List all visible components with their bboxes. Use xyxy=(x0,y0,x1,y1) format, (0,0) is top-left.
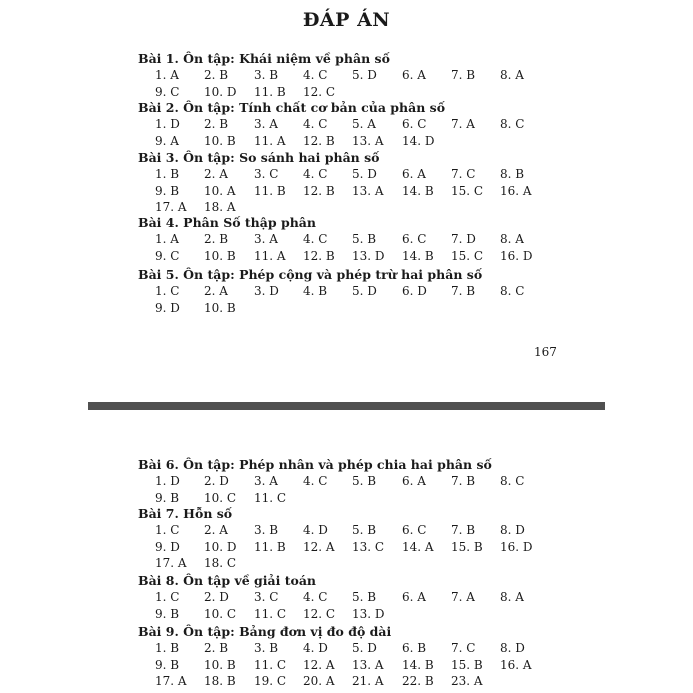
answer-item: 7. B xyxy=(451,284,476,298)
answer-item: 7. B xyxy=(451,523,476,537)
answer-row xyxy=(138,283,558,300)
answer-item: 7. B xyxy=(451,474,476,488)
answer-item: 9. C xyxy=(155,84,180,99)
answer-row xyxy=(138,248,558,265)
answer-item: 13. A xyxy=(352,183,384,198)
answer-row xyxy=(138,490,558,507)
answer-item: 10. D xyxy=(204,84,237,99)
answer-item: 4. C xyxy=(303,232,328,246)
section-bai-3 xyxy=(138,150,558,216)
answer-item: 11. B xyxy=(254,183,286,198)
answer-item: 15. B xyxy=(451,539,483,554)
answer-item: 21. A xyxy=(352,674,384,688)
answer-item: 1. C xyxy=(155,590,180,604)
answer-item: 14. B xyxy=(402,183,434,198)
section-title: Bài 7. Hỗn số xyxy=(138,506,233,521)
answer-item: 7. D xyxy=(451,232,476,246)
answer-item: 12. B xyxy=(303,133,335,148)
answer-item: 13. C xyxy=(352,539,385,554)
answer-item: 6. A xyxy=(402,590,426,604)
answer-item: 8. A xyxy=(500,232,524,246)
section-title: Bài 2. Ôn tập: Tính chất cơ bản của phân số xyxy=(138,100,446,115)
answer-item: 11. B xyxy=(254,539,286,554)
answer-item: 9. B xyxy=(155,183,180,198)
answer-item: 4. C xyxy=(303,474,328,488)
answer-item: 1. A xyxy=(155,232,179,246)
answer-item: 12. A xyxy=(303,657,335,672)
answer-item: 13. D xyxy=(352,606,385,621)
answer-item: 23. A xyxy=(451,674,483,688)
answer-item: 9. D xyxy=(155,539,180,554)
answer-item: 5. B xyxy=(352,590,377,604)
section-bai-8 xyxy=(138,573,558,622)
answer-item: 2. A xyxy=(204,523,228,537)
answer-item: 10. C xyxy=(204,606,237,621)
answer-row xyxy=(138,673,558,690)
answer-item: 6. D xyxy=(402,284,427,298)
answer-item: 11. C xyxy=(254,490,287,505)
answer-item: 17. A xyxy=(155,556,187,570)
answer-item: 8. D xyxy=(500,523,525,537)
answer-item: 11. C xyxy=(254,606,287,621)
section-title: Bài 4. Phân Số thập phân xyxy=(138,215,316,230)
answer-item: 16. A xyxy=(500,657,532,672)
answer-item: 8. A xyxy=(500,68,524,82)
answer-item: 7. C xyxy=(451,167,476,181)
answer-item: 2. D xyxy=(204,474,229,488)
answer-item: 3. A xyxy=(254,232,278,246)
answer-item: 5. B xyxy=(352,232,377,246)
answer-item: 7. C xyxy=(451,641,476,655)
answer-item: 6. C xyxy=(402,523,427,537)
answer-row xyxy=(138,657,558,674)
section-title: Bài 6. Ôn tập: Phép nhân và phép chia hai phân số xyxy=(138,457,492,472)
answer-item: 8. C xyxy=(500,117,525,131)
answer-item: 9. B xyxy=(155,657,180,672)
answer-item: 17. A xyxy=(155,200,187,214)
answer-item: 4. C xyxy=(303,590,328,604)
section-bai-4 xyxy=(138,215,558,264)
answer-item: 5. D xyxy=(352,167,377,181)
answer-item: 1. B xyxy=(155,167,180,181)
answer-row xyxy=(138,183,558,200)
answer-item: 8. D xyxy=(500,641,525,655)
answer-item: 14. D xyxy=(402,133,435,148)
answer-item: 2. A xyxy=(204,167,228,181)
answer-item: 20. A xyxy=(303,674,335,688)
answer-item: 4. C xyxy=(303,68,328,82)
answer-item: 6. B xyxy=(402,641,427,655)
answer-item: 3. C xyxy=(254,167,279,181)
answer-item: 4. D xyxy=(303,641,328,655)
answer-item: 14. A xyxy=(402,539,434,554)
answer-row xyxy=(138,640,558,657)
answer-item: 7. A xyxy=(451,590,475,604)
section-title: Bài 1. Ôn tập: Khái niệm về phân số xyxy=(138,51,390,66)
answer-item: 12. C xyxy=(303,84,336,99)
answer-item: 1. D xyxy=(155,474,180,488)
answer-item: 15. C xyxy=(451,248,484,263)
answer-item: 7. A xyxy=(451,117,475,131)
answer-item: 5. D xyxy=(352,284,377,298)
answer-row xyxy=(138,522,558,539)
answer-item: 9. C xyxy=(155,248,180,263)
answer-item: 18. B xyxy=(204,674,236,688)
answer-row xyxy=(138,606,558,623)
answer-item: 5. B xyxy=(352,523,377,537)
answer-item: 6. A xyxy=(402,167,426,181)
answer-item: 13. A xyxy=(352,133,384,148)
answer-row xyxy=(138,589,558,606)
answer-item: 11. A xyxy=(254,133,286,148)
answer-item: 3. B xyxy=(254,641,279,655)
answer-item: 12. B xyxy=(303,183,335,198)
answer-item: 4. C xyxy=(303,167,328,181)
answer-item: 7. B xyxy=(451,68,476,82)
answer-item: 22. B xyxy=(402,674,434,688)
page-title: ĐÁP ÁN xyxy=(302,9,391,31)
answer-item: 3. B xyxy=(254,523,279,537)
section-bai-1 xyxy=(138,51,558,100)
answer-item: 1. B xyxy=(155,641,180,655)
answer-item: 18. C xyxy=(204,556,237,570)
answer-item: 10. C xyxy=(204,490,237,505)
section-title: Bài 3. Ôn tập: So sánh hai phân số xyxy=(138,150,380,165)
answer-item: 9. B xyxy=(155,490,180,505)
answer-item: 13. A xyxy=(352,657,384,672)
section-title: Bài 5. Ôn tập: Phép cộng và phép trừ hai phân số xyxy=(138,267,483,282)
answer-item: 15. C xyxy=(451,183,484,198)
page-divider xyxy=(88,402,605,410)
answer-item: 5. B xyxy=(352,474,377,488)
answer-item: 8. A xyxy=(500,590,524,604)
answer-item: 1. A xyxy=(155,68,179,82)
answer-item: 3. B xyxy=(254,68,279,82)
answer-item: 12. C xyxy=(303,606,336,621)
answer-item: 16. D xyxy=(500,248,533,263)
answer-item: 3. A xyxy=(254,474,278,488)
answer-item: 3. A xyxy=(254,117,278,131)
answer-item: 3. C xyxy=(254,590,279,604)
answer-row xyxy=(138,84,558,101)
section-bai-7 xyxy=(138,506,558,572)
answer-row xyxy=(138,67,558,84)
answer-item: 6. A xyxy=(402,474,426,488)
answer-item: 14. B xyxy=(402,657,434,672)
answer-item: 13. D xyxy=(352,248,385,263)
answer-item: 8. C xyxy=(500,284,525,298)
answer-item: 9. B xyxy=(155,606,180,621)
answer-item: 9. A xyxy=(155,133,179,148)
answer-item: 10. B xyxy=(204,300,236,315)
answer-item: 4. C xyxy=(303,117,328,131)
answer-item: 16. D xyxy=(500,539,533,554)
answer-item: 2. B xyxy=(204,232,229,246)
answer-item: 6. A xyxy=(402,68,426,82)
answer-item: 15. B xyxy=(451,657,483,672)
answer-item: 10. B xyxy=(204,657,236,672)
answer-row xyxy=(138,300,558,317)
answer-item: 19. C xyxy=(254,674,287,688)
answer-row xyxy=(138,555,558,572)
answer-row xyxy=(138,133,558,150)
answer-item: 12. B xyxy=(303,248,335,263)
answer-item: 18. A xyxy=(204,200,236,214)
answer-item: 3. D xyxy=(254,284,279,298)
answer-item: 4. D xyxy=(303,523,328,537)
answer-item: 2. B xyxy=(204,641,229,655)
answer-item: 11. B xyxy=(254,84,286,99)
section-bai-2 xyxy=(138,100,558,149)
answer-item: 2. A xyxy=(204,284,228,298)
answer-item: 1. C xyxy=(155,284,180,298)
answer-row xyxy=(138,116,558,133)
answer-item: 6. C xyxy=(402,232,427,246)
answer-item: 2. B xyxy=(204,68,229,82)
answer-item: 5. D xyxy=(352,641,377,655)
section-bai-6 xyxy=(138,457,558,506)
answer-item: 10. B xyxy=(204,248,236,263)
section-bai-9 xyxy=(138,624,558,690)
answer-row xyxy=(138,473,558,490)
answer-item: 6. C xyxy=(402,117,427,131)
answer-item: 8. B xyxy=(500,167,525,181)
answer-item: 2. B xyxy=(204,117,229,131)
answer-item: 11. C xyxy=(254,657,287,672)
answer-item: 1. C xyxy=(155,523,180,537)
section-bai-5 xyxy=(138,267,558,316)
answer-row xyxy=(138,539,558,556)
answer-item: 17. A xyxy=(155,674,187,688)
answer-row xyxy=(138,166,558,183)
answer-item: 9. D xyxy=(155,300,180,315)
answer-item: 10. B xyxy=(204,133,236,148)
answer-item: 10. A xyxy=(204,183,236,198)
answer-item: 12. A xyxy=(303,539,335,554)
answer-item: 8. C xyxy=(500,474,525,488)
answer-item: 2. D xyxy=(204,590,229,604)
answer-item: 16. A xyxy=(500,183,532,198)
answer-item: 11. A xyxy=(254,248,286,263)
answer-item: 4. B xyxy=(303,284,328,298)
section-title: Bài 8. Ôn tập về giải toán xyxy=(138,573,317,588)
answer-item: 10. D xyxy=(204,539,237,554)
answer-item: 5. D xyxy=(352,68,377,82)
answer-item: 5. A xyxy=(352,117,376,131)
answer-item: 14. B xyxy=(402,248,434,263)
answer-row xyxy=(138,199,558,216)
section-title: Bài 9. Ôn tập: Bảng đơn vị đo độ dài xyxy=(138,624,392,639)
page-number: 167 xyxy=(534,345,557,359)
answer-item: 1. D xyxy=(155,117,180,131)
answer-row xyxy=(138,231,558,248)
